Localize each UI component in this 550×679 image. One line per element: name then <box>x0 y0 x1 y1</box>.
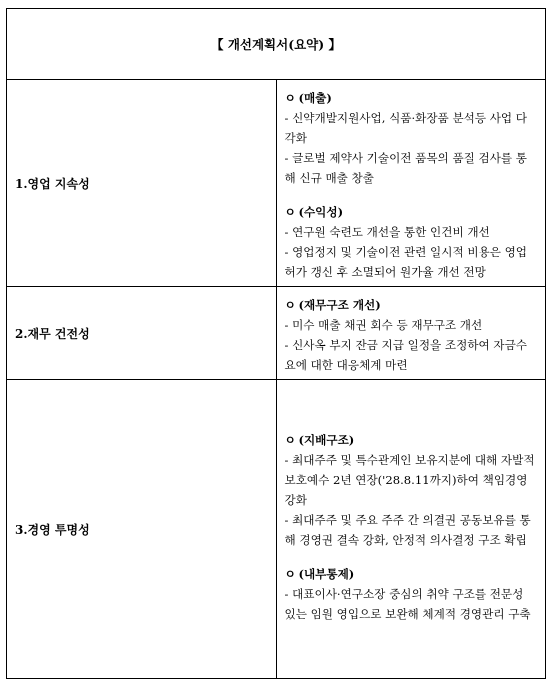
row-label: 1.영업 지속성 <box>15 176 90 191</box>
table-title: 【 개선계획서(요약) 】 <box>210 37 342 52</box>
table-title-cell <box>7 9 546 80</box>
row-content-cell <box>276 380 546 679</box>
bullet-mark: ㅇ <box>284 567 296 581</box>
table-row <box>7 287 546 380</box>
list-item: - 최대주주 및 특수관계인 보유지분에 대해 자발적 보호예수 2년 연장('28.8.11까지)하여 책임경영 강화 <box>284 453 535 507</box>
section-heading: ㅇ (수익성) <box>285 202 538 222</box>
list-item: - 대표이사·연구소장 중심의 취약 구조를 전문성 있는 임원 영입으로 보완해 체계적 경영관리 구축 <box>284 587 531 621</box>
list-item: - 미수 매출 채권 회수 등 재무구조 개선 <box>284 318 483 332</box>
list-item: - 최대주주 및 주요 주주 간 의결권 공동보유를 통해 경영권 결속 강화, 안정적 의사결정 구조 확립 <box>284 513 531 547</box>
row-label: 2.재무 건전성 <box>15 326 90 341</box>
table-row <box>7 80 546 287</box>
list-item: - 신약개발지원사업, 식품·화장품 분석등 사업 다각화 <box>284 111 528 145</box>
row-label-cell <box>7 287 277 380</box>
section-heading: ㅇ (지배구조) <box>285 430 538 450</box>
bullet-mark: ㅇ <box>284 298 296 312</box>
bullet-mark: ㅇ <box>284 91 296 105</box>
bullet-mark: ㅇ <box>284 205 296 219</box>
section-heading: ㅇ (매출) <box>285 88 538 108</box>
improvement-plan-table <box>6 8 546 679</box>
list-item: - 글로벌 제약사 기술이전 품목의 품질 검사를 통해 신규 매출 창출 <box>284 151 528 185</box>
section-heading: ㅇ (내부통제) <box>285 564 538 584</box>
list-item: - 영업정지 및 기술이전 관련 일시적 비용은 영업허가 갱신 후 소멸되어 원가율 개선 전망 <box>284 245 528 279</box>
row-content-cell <box>276 287 546 380</box>
list-item: - 신사옥 부지 잔금 지급 일정을 조정하여 자금수요에 대한 대응체계 마련 <box>284 338 528 372</box>
row-label-cell <box>7 380 277 679</box>
list-item: - 연구원 숙련도 개선을 통한 인건비 개선 <box>284 225 490 239</box>
row-label-cell <box>7 80 277 287</box>
table-row <box>7 380 546 679</box>
row-content-cell <box>276 80 546 287</box>
row-label: 3.경영 투명성 <box>15 522 90 537</box>
section-heading: ㅇ (재무구조 개선) <box>285 295 538 315</box>
bullet-mark: ㅇ <box>284 433 296 447</box>
